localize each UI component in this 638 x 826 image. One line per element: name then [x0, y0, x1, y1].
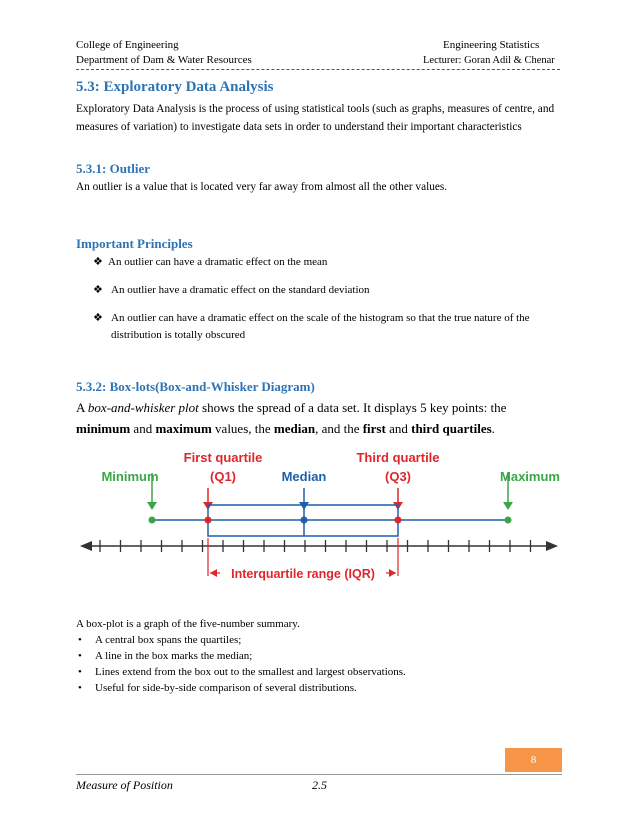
label-iqr: Interquartile range (IQR): [231, 567, 375, 581]
term-third-quartiles: third quartiles: [411, 421, 492, 436]
section-5-3-title: 5.3: Exploratory Data Analysis: [76, 79, 274, 95]
point-maximum: [505, 517, 512, 524]
label-minimum: Minimum: [101, 469, 159, 484]
header-lecturer: Lecturer: Goran Adil & Chenar: [423, 55, 555, 66]
header-course: Engineering Statistics: [443, 39, 540, 51]
section-5-3-body: Exploratory Data Analysis is the process of using statistical tools (such as graphs, measures of centre, and measures of variation) to investigate data sets in order to understand their important characteristics: [76, 103, 555, 133]
point-q3: [395, 517, 402, 524]
label-maximum: Maximum: [500, 469, 560, 484]
header-college: College of Engineering: [76, 39, 179, 51]
section-5-3-1-title: 5.3.1: Outlier: [76, 161, 151, 176]
term-maximum: maximum: [155, 421, 212, 436]
page-number-badge: 8: [505, 748, 562, 772]
term-box-and-whisker: box-and-whisker plot: [87, 400, 199, 415]
diamond-bullet-icon: ❖: [93, 256, 103, 268]
principle-text: An outlier can have a dramatic effect on the mean: [108, 256, 328, 268]
term-median: median: [273, 421, 316, 436]
term-first: first: [362, 421, 386, 436]
principle-text: An outlier have a dramatic effect on the standard deviation: [111, 284, 370, 296]
bullet-dot-icon: •: [78, 682, 82, 694]
label-q1: (Q1): [210, 469, 236, 484]
bullet-dot-icon: •: [78, 634, 82, 646]
principle-text: An outlier can have a dramatic effect on the scale of the histogram so that the true nature of the distribution is totally obscured: [111, 312, 530, 341]
header-department: Department of Dam & Water Resources: [76, 54, 252, 66]
bullet-dot-icon: •: [78, 666, 82, 678]
number-line: [80, 540, 558, 552]
section-5-3-2-title: 5.3.2: Box-lots(Box-and-Whisker Diagram): [76, 379, 315, 394]
footer-section-number: 2.5: [312, 778, 327, 792]
section-5-3-1-body: An outlier is a value that is located very far away from almost all the other values.: [76, 181, 448, 193]
footer-divider: [76, 774, 562, 775]
label-third-quartile: Third quartile: [356, 450, 440, 465]
diamond-bullet-icon: ❖: [93, 312, 103, 324]
footer-topic: Measure of Position: [76, 778, 173, 792]
label-first-quartile: First quartile: [183, 450, 263, 465]
header-divider: [76, 69, 560, 70]
box-whisker-diagram: [0, 440, 638, 590]
term-minimum: minimum: [76, 421, 131, 436]
label-median: Median: [281, 469, 327, 484]
diamond-bullet-icon: ❖: [93, 284, 103, 296]
bullet-dot-icon: •: [78, 650, 82, 662]
label-q3: (Q3): [385, 469, 411, 484]
boxplot-summary: A box-plot is a graph of the five-number summary.: [76, 618, 300, 630]
point-q1: [205, 517, 212, 524]
section-5-3-2-intro: A box-and-whisker plot shows the spread of a data set. It displays 5 key points: the minimum and maximum values, the median, and the first and third quartiles.: [76, 400, 507, 436]
point-minimum: [149, 517, 156, 524]
point-median: [301, 517, 308, 524]
principles-title: Important Principles: [76, 236, 193, 251]
